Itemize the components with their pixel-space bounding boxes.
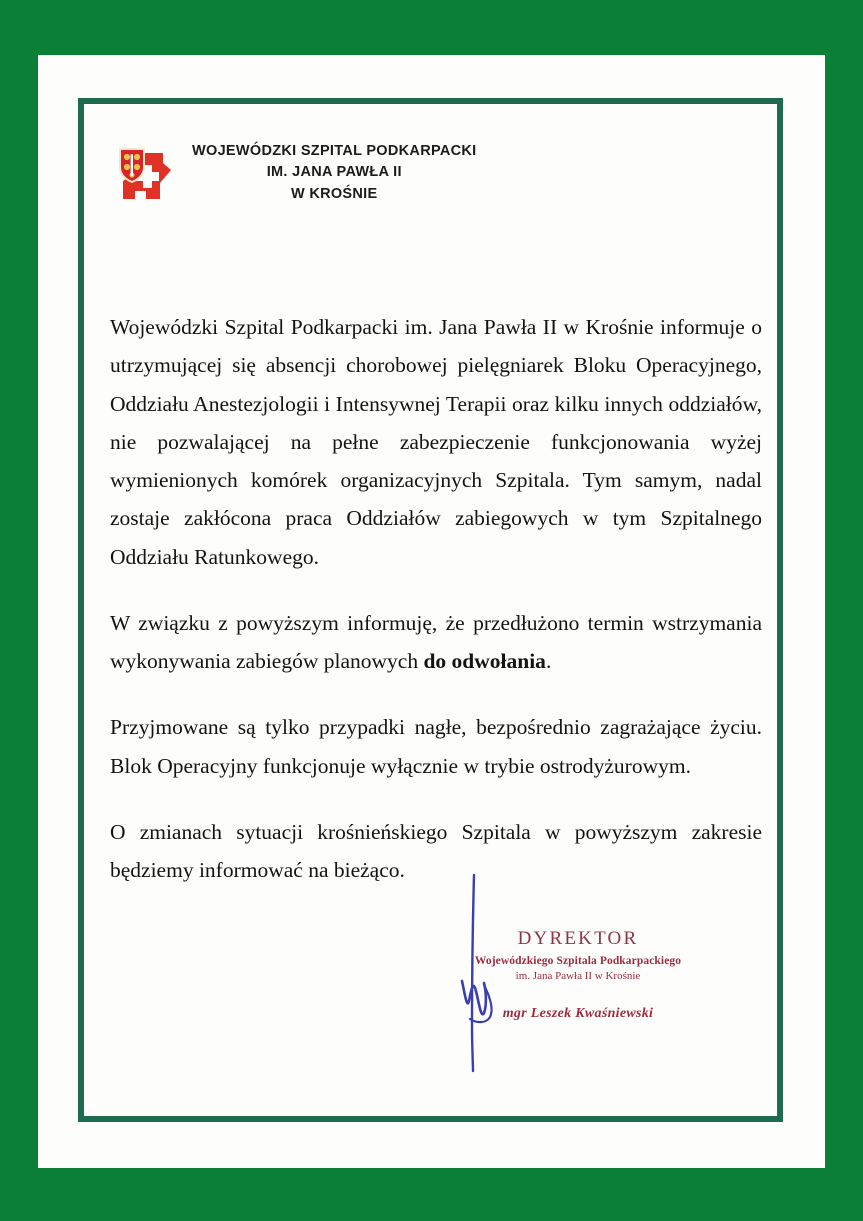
body-paragraph-2-lead: W związku z powyższym informuję, że przedłużono termin wstrzymania wykonywania zabiegów planowych bbox=[110, 610, 762, 674]
body-paragraph-4: O zmianach sytuacji krośnieńskiego Szpitala w powyższym zakresie będziemy informować na bieżąco. bbox=[110, 819, 762, 883]
letterhead-line-2: IM. JANA PAWŁA II bbox=[266, 164, 402, 181]
body-paragraph-2 bbox=[110, 604, 762, 681]
stamp-director-name: mgr Leszek Kwaśniewski bbox=[502, 1006, 654, 1022]
paper-sheet bbox=[38, 55, 825, 1168]
body-paragraph-2-emphasis: do odwołania bbox=[423, 649, 546, 674]
letterhead-line-1: WOJEWÓDZKI SZPITAL PODKARPACKI bbox=[192, 143, 477, 160]
stamp-title: DYREKTOR bbox=[517, 928, 639, 950]
body-paragraph-3: Przyjmowane są tylko przypadki nagłe, bezpośrednio zagrażające życiu. Blok Operacyjny funkcjonuje wyłącznie w trybie ostrodyżurowym. bbox=[110, 715, 762, 778]
letterhead-text-block bbox=[192, 141, 477, 204]
letter-body bbox=[110, 308, 762, 889]
body-paragraph-1: Wojewódzki Szpital Podkarpacki im. Jana Pawła II w Krośnie informuje o utrzymującej się absencji chorobowej pielęgniarek Bloku Operacyjnego, Oddziału Anestezjologii i Intensywnej Terapii oraz kilku innych oddziałów, nie pozwalającej na pełne zabezpieczenie funkcjonowania wyżej wymienionych komórek organizacyjnych Szpitala. Tym samym, nadal zostaje zakłócona praca Oddziałów zabiegowych w tym Szpitalnego Oddziału Ratunkowego. bbox=[110, 315, 762, 569]
hospital-cross-crest-logo-icon bbox=[110, 137, 182, 209]
document-content bbox=[110, 132, 762, 1088]
signature-block bbox=[110, 919, 762, 1059]
stamp-organisation-line-2: im. Jana Pawła II w Krośnie bbox=[515, 969, 641, 982]
director-stamp bbox=[428, 927, 728, 1022]
letterhead-line-3: W KROŚNIE bbox=[291, 185, 378, 202]
body-paragraph-2-tail: . bbox=[545, 649, 552, 674]
letterhead bbox=[110, 134, 762, 212]
stamp-organisation-line-1: Wojewódzkiego Szpitala Podkarpackiego bbox=[474, 955, 682, 968]
